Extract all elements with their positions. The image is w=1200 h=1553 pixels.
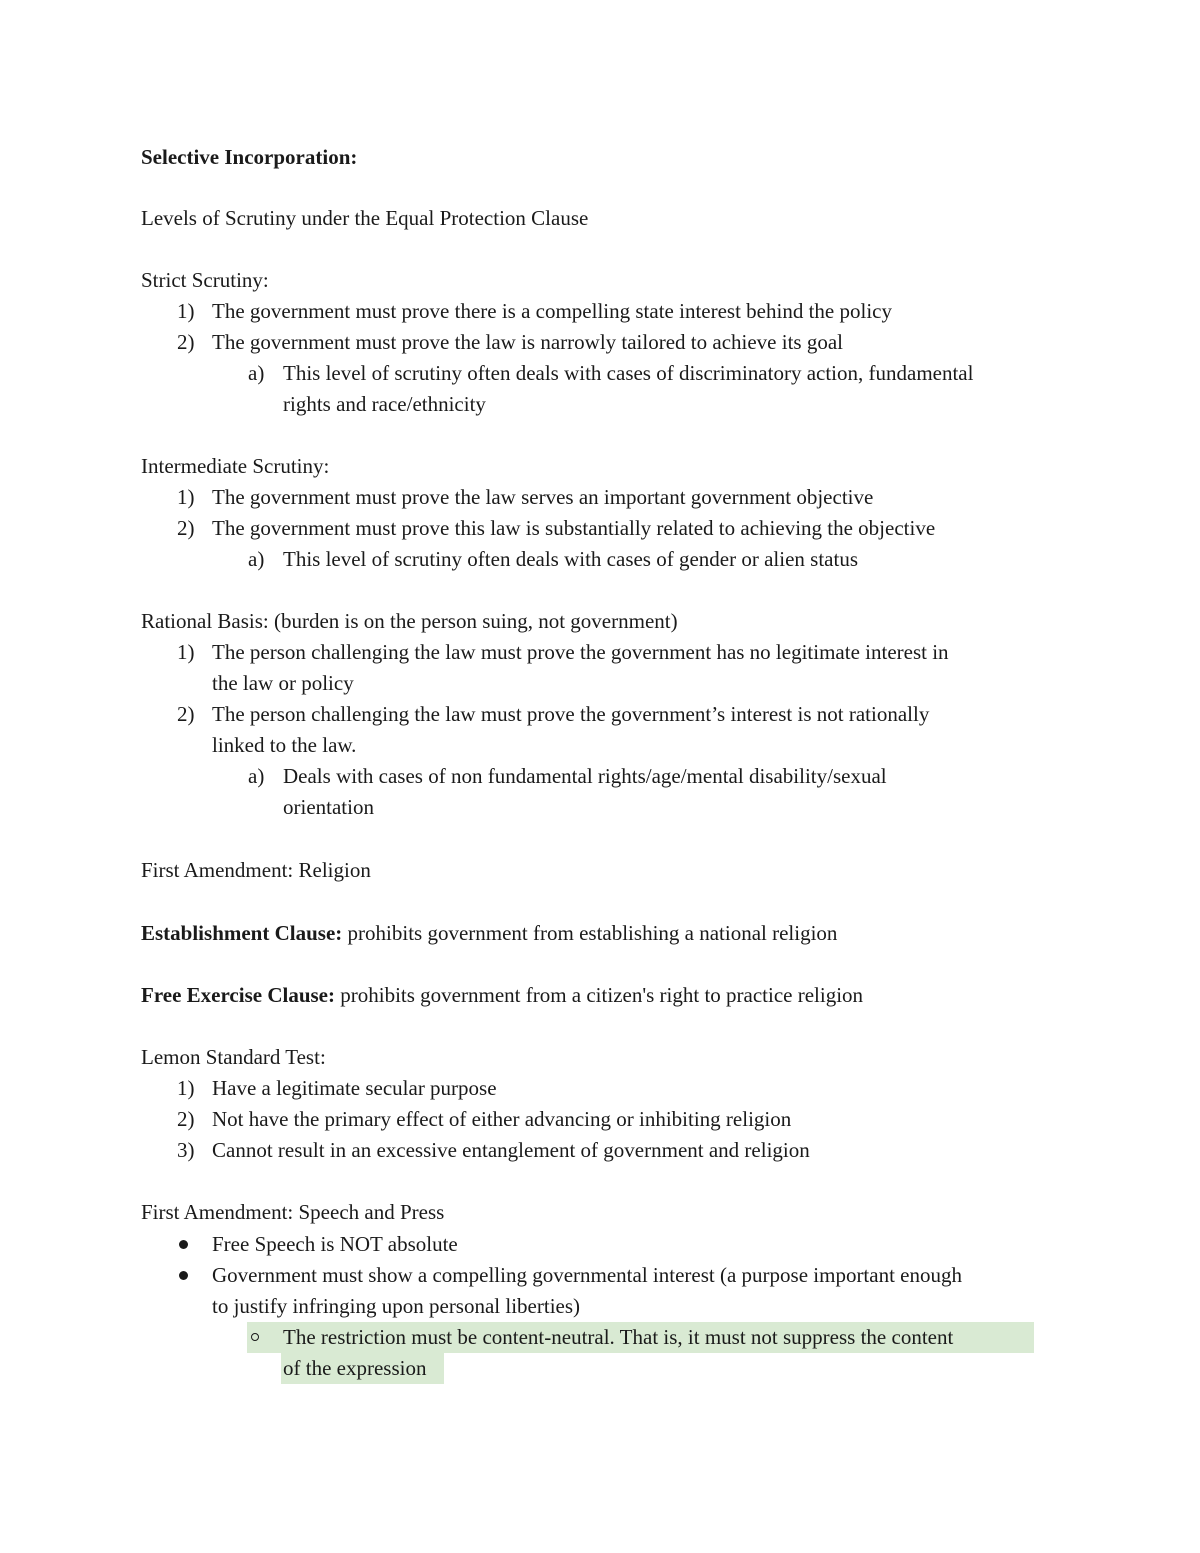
rational-item-1-line-2: the law or policy (212, 671, 354, 695)
intermediate-sub-a-letter: a) (248, 547, 265, 571)
speech-sub-line-2: of the expression (283, 1356, 427, 1380)
rational-item-1-number: 1) (177, 640, 195, 664)
strict-sub-a-letter: a) (248, 361, 265, 385)
lemon-item-3-number: 3) (177, 1138, 195, 1162)
establishment-clause-text: prohibits government from establishing a national religion (342, 921, 838, 945)
bullet-dot-icon (179, 1229, 188, 1260)
strict-sub-a-line-1: This level of scrutiny often deals with cases of discriminatory action, fundamental (283, 361, 974, 385)
free-exercise-clause-text: prohibits government from a citizen's right to practice religion (335, 983, 864, 1007)
free-exercise-clause-line (141, 980, 863, 1011)
first-amendment-religion-title: First Amendment: Religion (141, 858, 371, 882)
lemon-item-2-text: Not have the primary effect of either advancing or inhibiting religion (212, 1107, 792, 1131)
lemon-item-2-number: 2) (177, 1107, 195, 1131)
intermediate-item-1-text: The government must prove the law serves an important government objective (212, 485, 874, 509)
intermediate-item-2-number: 2) (177, 516, 195, 540)
lemon-item-3-text: Cannot result in an excessive entanglement of government and religion (212, 1138, 810, 1162)
lemon-test-title: Lemon Standard Test: (141, 1045, 326, 1069)
strict-item-2-number: 2) (177, 330, 195, 354)
rational-sub-a-letter: a) (248, 764, 265, 788)
intermediate-sub-a-text: This level of scrutiny often deals with cases of gender or alien status (283, 547, 858, 571)
heading-selective-incorporation: Selective Incorporation: (141, 145, 358, 169)
speech-bullet-2-line-1: Government must show a compelling governmental interest (a purpose important enough (212, 1263, 962, 1287)
establishment-clause-line (141, 918, 837, 949)
free-exercise-clause-label: Free Exercise Clause: (141, 983, 335, 1007)
rational-sub-a-line-2: orientation (283, 795, 374, 819)
strict-item-1-text: The government must prove there is a compelling state interest behind the policy (212, 299, 892, 323)
circle-bullet-icon (251, 1322, 259, 1353)
strict-scrutiny-title: Strict Scrutiny: (141, 268, 269, 292)
speech-bullet-1-text: Free Speech is NOT absolute (212, 1232, 458, 1256)
intermediate-item-2-text: The government must prove this law is substantially related to achieving the objective (212, 516, 936, 540)
rational-item-2-line-2: linked to the law. (212, 733, 357, 757)
speech-sub-line-1: The restriction must be content-neutral. That is, it must not suppress the content (283, 1325, 954, 1349)
strict-item-1-number: 1) (177, 299, 195, 323)
rational-item-2-number: 2) (177, 702, 195, 726)
lemon-item-1-number: 1) (177, 1076, 195, 1100)
strict-item-2-text: The government must prove the law is narrowly tailored to achieve its goal (212, 330, 843, 354)
intermediate-scrutiny-title: Intermediate Scrutiny: (141, 454, 330, 478)
lemon-item-1-text: Have a legitimate secular purpose (212, 1076, 497, 1100)
levels-of-scrutiny-title: Levels of Scrutiny under the Equal Protection Clause (141, 206, 589, 230)
strict-sub-a-line-2: rights and race/ethnicity (283, 392, 486, 416)
rational-item-1-line-1: The person challenging the law must prove the government has no legitimate interest in (212, 640, 949, 664)
rational-basis-title: Rational Basis: (burden is on the person suing, not government) (141, 609, 678, 633)
speech-bullet-2-line-2: to justify infringing upon personal liberties) (212, 1294, 581, 1318)
rational-sub-a-line-1: Deals with cases of non fundamental rights/age/mental disability/sexual (283, 764, 887, 788)
rational-item-2-line-1: The person challenging the law must prove the government’s interest is not rationally (212, 702, 930, 726)
speech-press-title: First Amendment: Speech and Press (141, 1200, 445, 1224)
bullet-dot-icon (179, 1260, 188, 1291)
establishment-clause-label: Establishment Clause: (141, 921, 343, 945)
intermediate-item-1-number: 1) (177, 485, 195, 509)
